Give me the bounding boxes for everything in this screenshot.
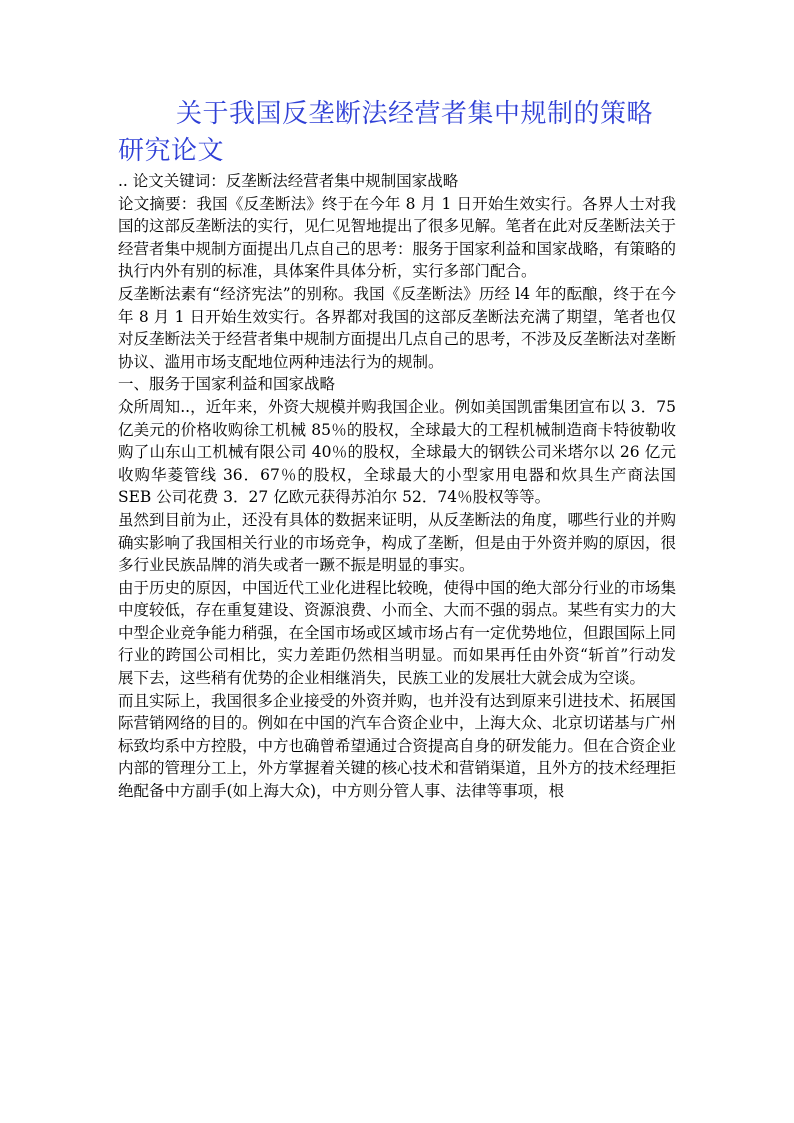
abstract-paragraph: 论文摘要：我国《反垄断法》终于在今年 8 月 1 日开始生效实行。各界人士对我国的这部反垄断法的实行，见仁见智地提出了很多见解。笔者在此对反垄断法关于经营者集中规制方面提出几点自己的思考：服务于国家利益和国家战略，有策略的执行内外有别的标准，具体案件具体分析，实行多部门配合。	[118, 194, 677, 281]
body-paragraph-3: 由于历史的原因，中国近代工业化进程比较晚，使得中国的绝大部分行业的市场集中度较低，存在重复建设、资源浪费、小而全、大而不强的弱点。某些有实力的大中型企业竞争能力稍强，在全国市场或区域市场占有一定优势地位，但跟国际上同行业的跨国公司相比，实力差距仍然相当明显。而如果再任由外资“斩首”行动发展下去，这些稍有优势的企业相继消失，民族工业的发展壮大就会成为空谈。	[118, 578, 677, 688]
body-paragraph-4: 而且实际上，我国很多企业接受的外资并购，也并没有达到原来引进技术、拓展国际营销网络的目的。例如在中国的汽车合资企业中，上海大众、北京切诺基与广州标致均系中方控股，中方也确曾希望通过合资提高自身的研发能力。但在合资企业内部的管理分工上，外方掌握着关键的核心技术和营销渠道，且外方的技术经理拒绝配备中方副手(如上海大众)，中方则分管人事、法律等事项，根	[118, 691, 677, 801]
document-title: 关于我国反垄断法经营者集中规制的策略研究论文	[118, 99, 654, 166]
body-paragraph-2: 虽然到目前为止，还没有具体的数据来证明，从反垄断法的角度，哪些行业的并购确实影响了我国相关行业的市场竞争，构成了垄断，但是由于外资并购的原因，很多行业民族品牌的消失或者一蹶不振是明显的事实。	[118, 510, 677, 575]
keywords-line: .. 论文关键词：反垄断法经营者集中规制国家战略	[118, 172, 459, 190]
document-body	[118, 96, 676, 803]
intro-paragraph: 反垄断法素有“经济宪法”的别称。我国《反垄断法》历经 l4 年的酝酿，终于在今年 8 月 1 日开始生效实行。各界都对我国的这部反垄断法充满了期望，笔者也仅对反垄断法关于经营者集中规制方面提出几点自己的思考，不涉及反垄断法对垄断协议、滥用市场支配地位两种违法行为的规制。	[118, 284, 677, 371]
section-heading-1: 一、服务于国家利益和国家战略	[118, 375, 336, 394]
body-paragraph-1: 众所周知..，近年来，外资大规模并购我国企业。例如美国凯雷集团宣布以 3．75 亿美元的价格收购徐工机械 85％的股权，全球最大的工程机械制造商卡特彼勒收购了山东山工机械有限公司 40％的股权，全球最大的钢铁公司米塔尔以 26 亿元收购华菱管线 36．67％的股权，全球最大的小型家用电器和炊具生产商法国 SEB 公司花费 3．27 亿欧元获得苏泊尔 52．74％股权等等。	[118, 397, 676, 507]
